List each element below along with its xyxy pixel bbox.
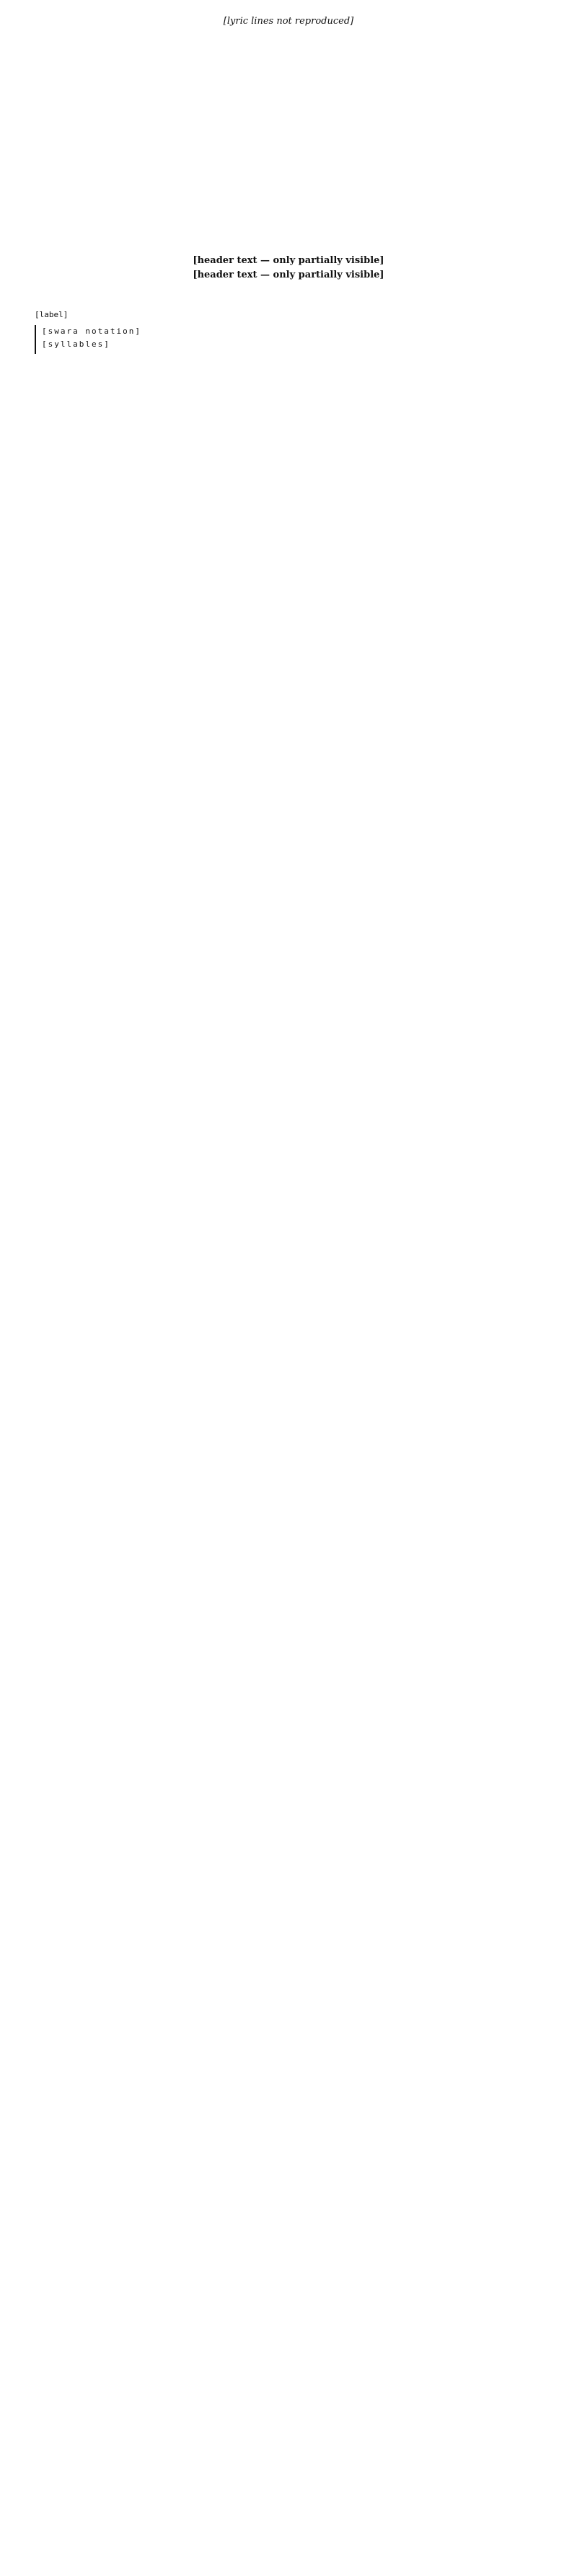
song-lyrics bbox=[0, 14, 577, 38]
notation-rows bbox=[35, 325, 554, 354]
lyric-stanza bbox=[0, 14, 577, 28]
notation-label: [label] bbox=[35, 310, 69, 319]
header-line-2: [header text — only partially visible] bbox=[193, 270, 384, 280]
lyric-line: [lyric lines not reproduced] bbox=[223, 16, 354, 27]
notation-block bbox=[35, 310, 554, 371]
composition-header bbox=[0, 254, 577, 283]
swara-line: [swara notation] bbox=[42, 327, 141, 336]
header-line-1: [header text — only partially visible] bbox=[193, 255, 384, 266]
lyric-syllable-line: [syllables] bbox=[42, 339, 110, 349]
notation-row bbox=[35, 325, 554, 354]
